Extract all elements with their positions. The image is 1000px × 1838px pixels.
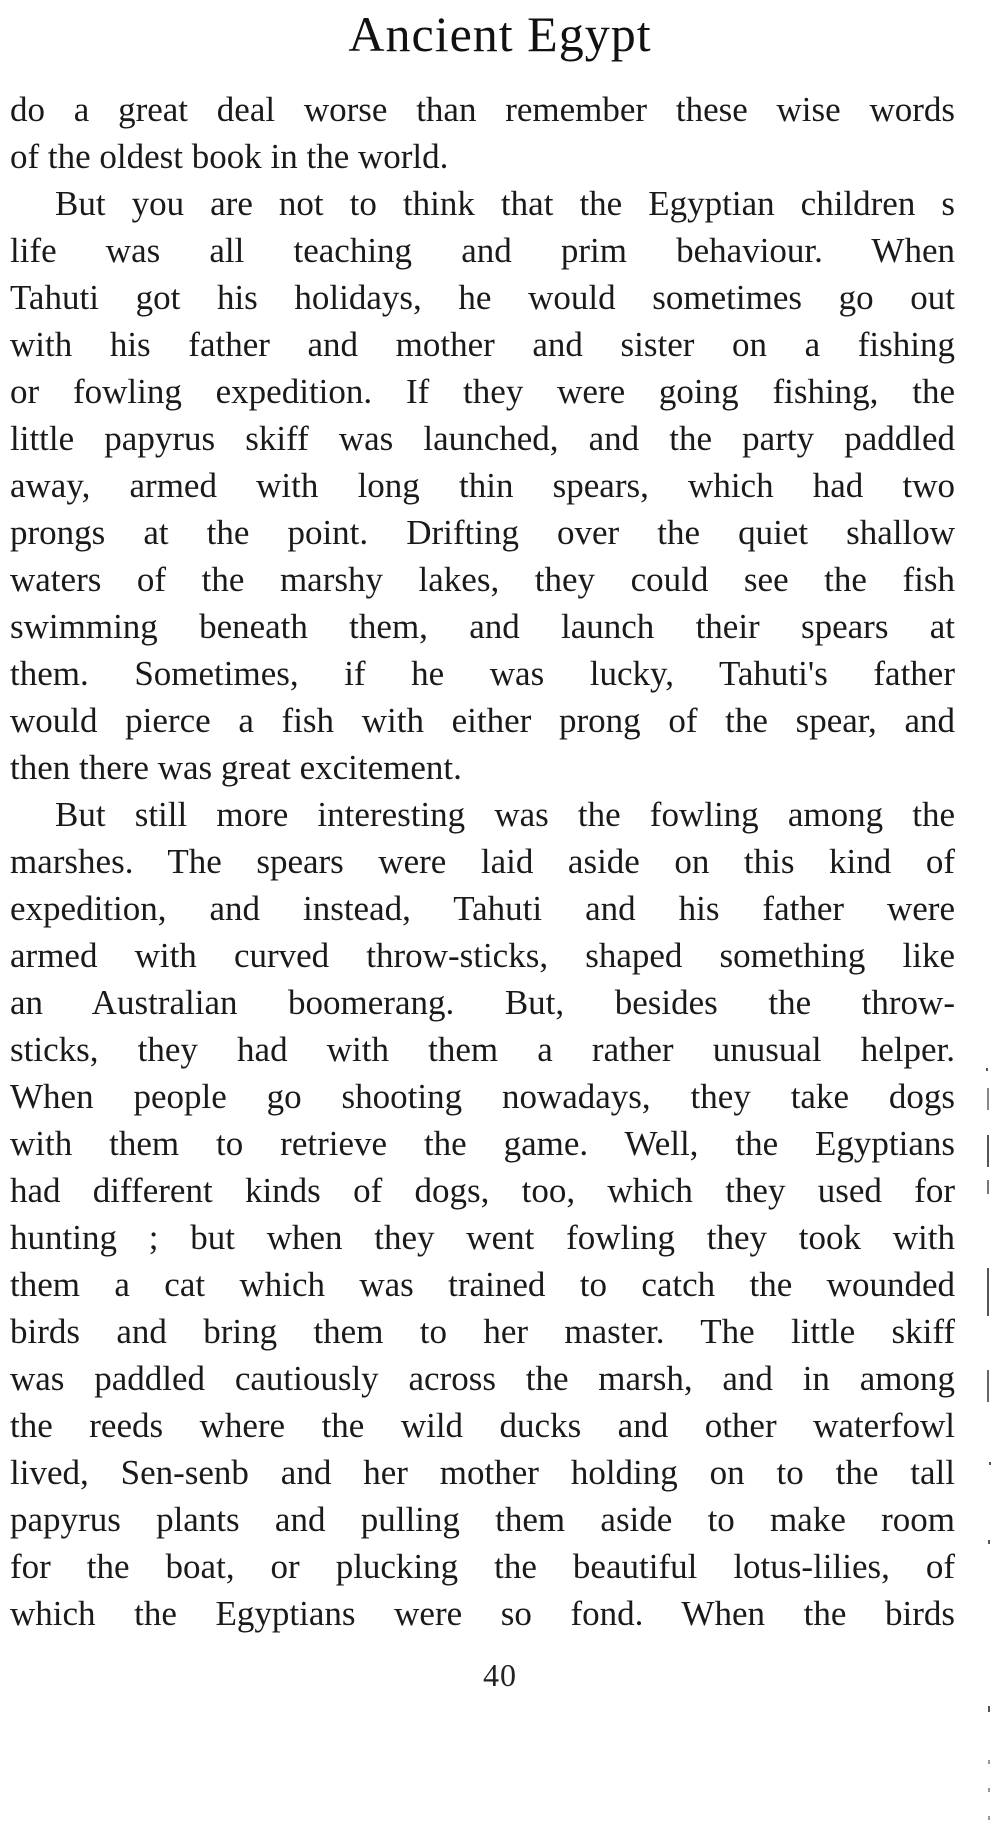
- text-line: sticks, they had with them a rather unusual helper.: [10, 1030, 955, 1069]
- scan-mark: [986, 1068, 988, 1071]
- text-line: marshes. The spears were laid aside on this kind of: [10, 842, 955, 881]
- text-line: But you are not to think that the Egyptian children s: [55, 184, 955, 223]
- text-line: life was all teaching and prim behaviour. When: [10, 231, 955, 270]
- scan-mark: [988, 1540, 990, 1544]
- scan-mark: [988, 1760, 990, 1764]
- scan-mark: [989, 1462, 991, 1465]
- text-line: an Australian boomerang. But, besides the throw-: [10, 983, 955, 1022]
- text-line: for the boat, or plucking the beautiful lotus-lilies, of: [10, 1547, 955, 1586]
- scan-mark: [987, 1370, 989, 1402]
- body-text: [10, 86, 955, 1637]
- running-head: Ancient Egypt: [348, 6, 652, 62]
- text-line: with them to retrieve the game. Well, the Egyptians: [10, 1124, 955, 1163]
- text-line: would pierce a fish with either prong of the spear, and: [10, 701, 955, 740]
- page-number: 40: [483, 1657, 517, 1693]
- text-line: away, armed with long thin spears, which had two: [10, 466, 955, 505]
- text-line: But still more interesting was the fowling among the: [55, 795, 955, 834]
- text-line: prongs at the point. Drifting over the quiet shallow: [10, 513, 955, 552]
- text-line: then there was great excitement.: [10, 748, 462, 787]
- scan-mark: [987, 1180, 989, 1194]
- scan-mark: [988, 1706, 990, 1712]
- text-line: When people go shooting nowadays, they take dogs: [10, 1077, 955, 1116]
- text-line: do a great deal worse than remember these wise words: [10, 90, 955, 129]
- text-line: swimming beneath them, and launch their spears at: [10, 607, 955, 646]
- text-line: expedition, and instead, Tahuti and his father were: [10, 889, 955, 928]
- text-line: waters of the marshy lakes, they could see the fish: [10, 560, 955, 599]
- text-line: of the oldest book in the world.: [10, 137, 449, 176]
- scan-mark: [988, 1816, 990, 1820]
- scan-mark: [988, 1788, 990, 1792]
- scan-mark: [987, 1088, 989, 1110]
- scan-mark: [987, 1135, 989, 1167]
- text-line: or fowling expedition. If they were going fishing, the: [10, 372, 955, 411]
- text-line: with his father and mother and sister on a fishing: [10, 325, 955, 364]
- text-line: papyrus plants and pulling them aside to make room: [10, 1500, 955, 1539]
- text-line: was paddled cautiously across the marsh, and in among: [10, 1359, 955, 1398]
- text-line: Tahuti got his holidays, he would sometimes go out: [10, 278, 955, 317]
- text-line: which the Egyptians were so fond. When the birds: [10, 1594, 955, 1633]
- text-line: lived, Sen-senb and her mother holding on to the tall: [10, 1453, 955, 1492]
- text-line: had different kinds of dogs, too, which they used for: [10, 1171, 955, 1210]
- text-line: them. Sometimes, if he was lucky, Tahuti's father: [10, 654, 955, 693]
- text-line: little papyrus skiff was launched, and the party paddled: [10, 419, 955, 458]
- text-line: armed with curved throw-sticks, shaped something like: [10, 936, 955, 975]
- text-line: birds and bring them to her master. The little skiff: [10, 1312, 955, 1351]
- text-line: hunting ; but when they went fowling they took with: [10, 1218, 955, 1257]
- text-line: the reeds where the wild ducks and other waterfowl: [10, 1406, 955, 1445]
- text-line: them a cat which was trained to catch the wounded: [10, 1265, 955, 1304]
- scan-mark: [987, 1268, 989, 1316]
